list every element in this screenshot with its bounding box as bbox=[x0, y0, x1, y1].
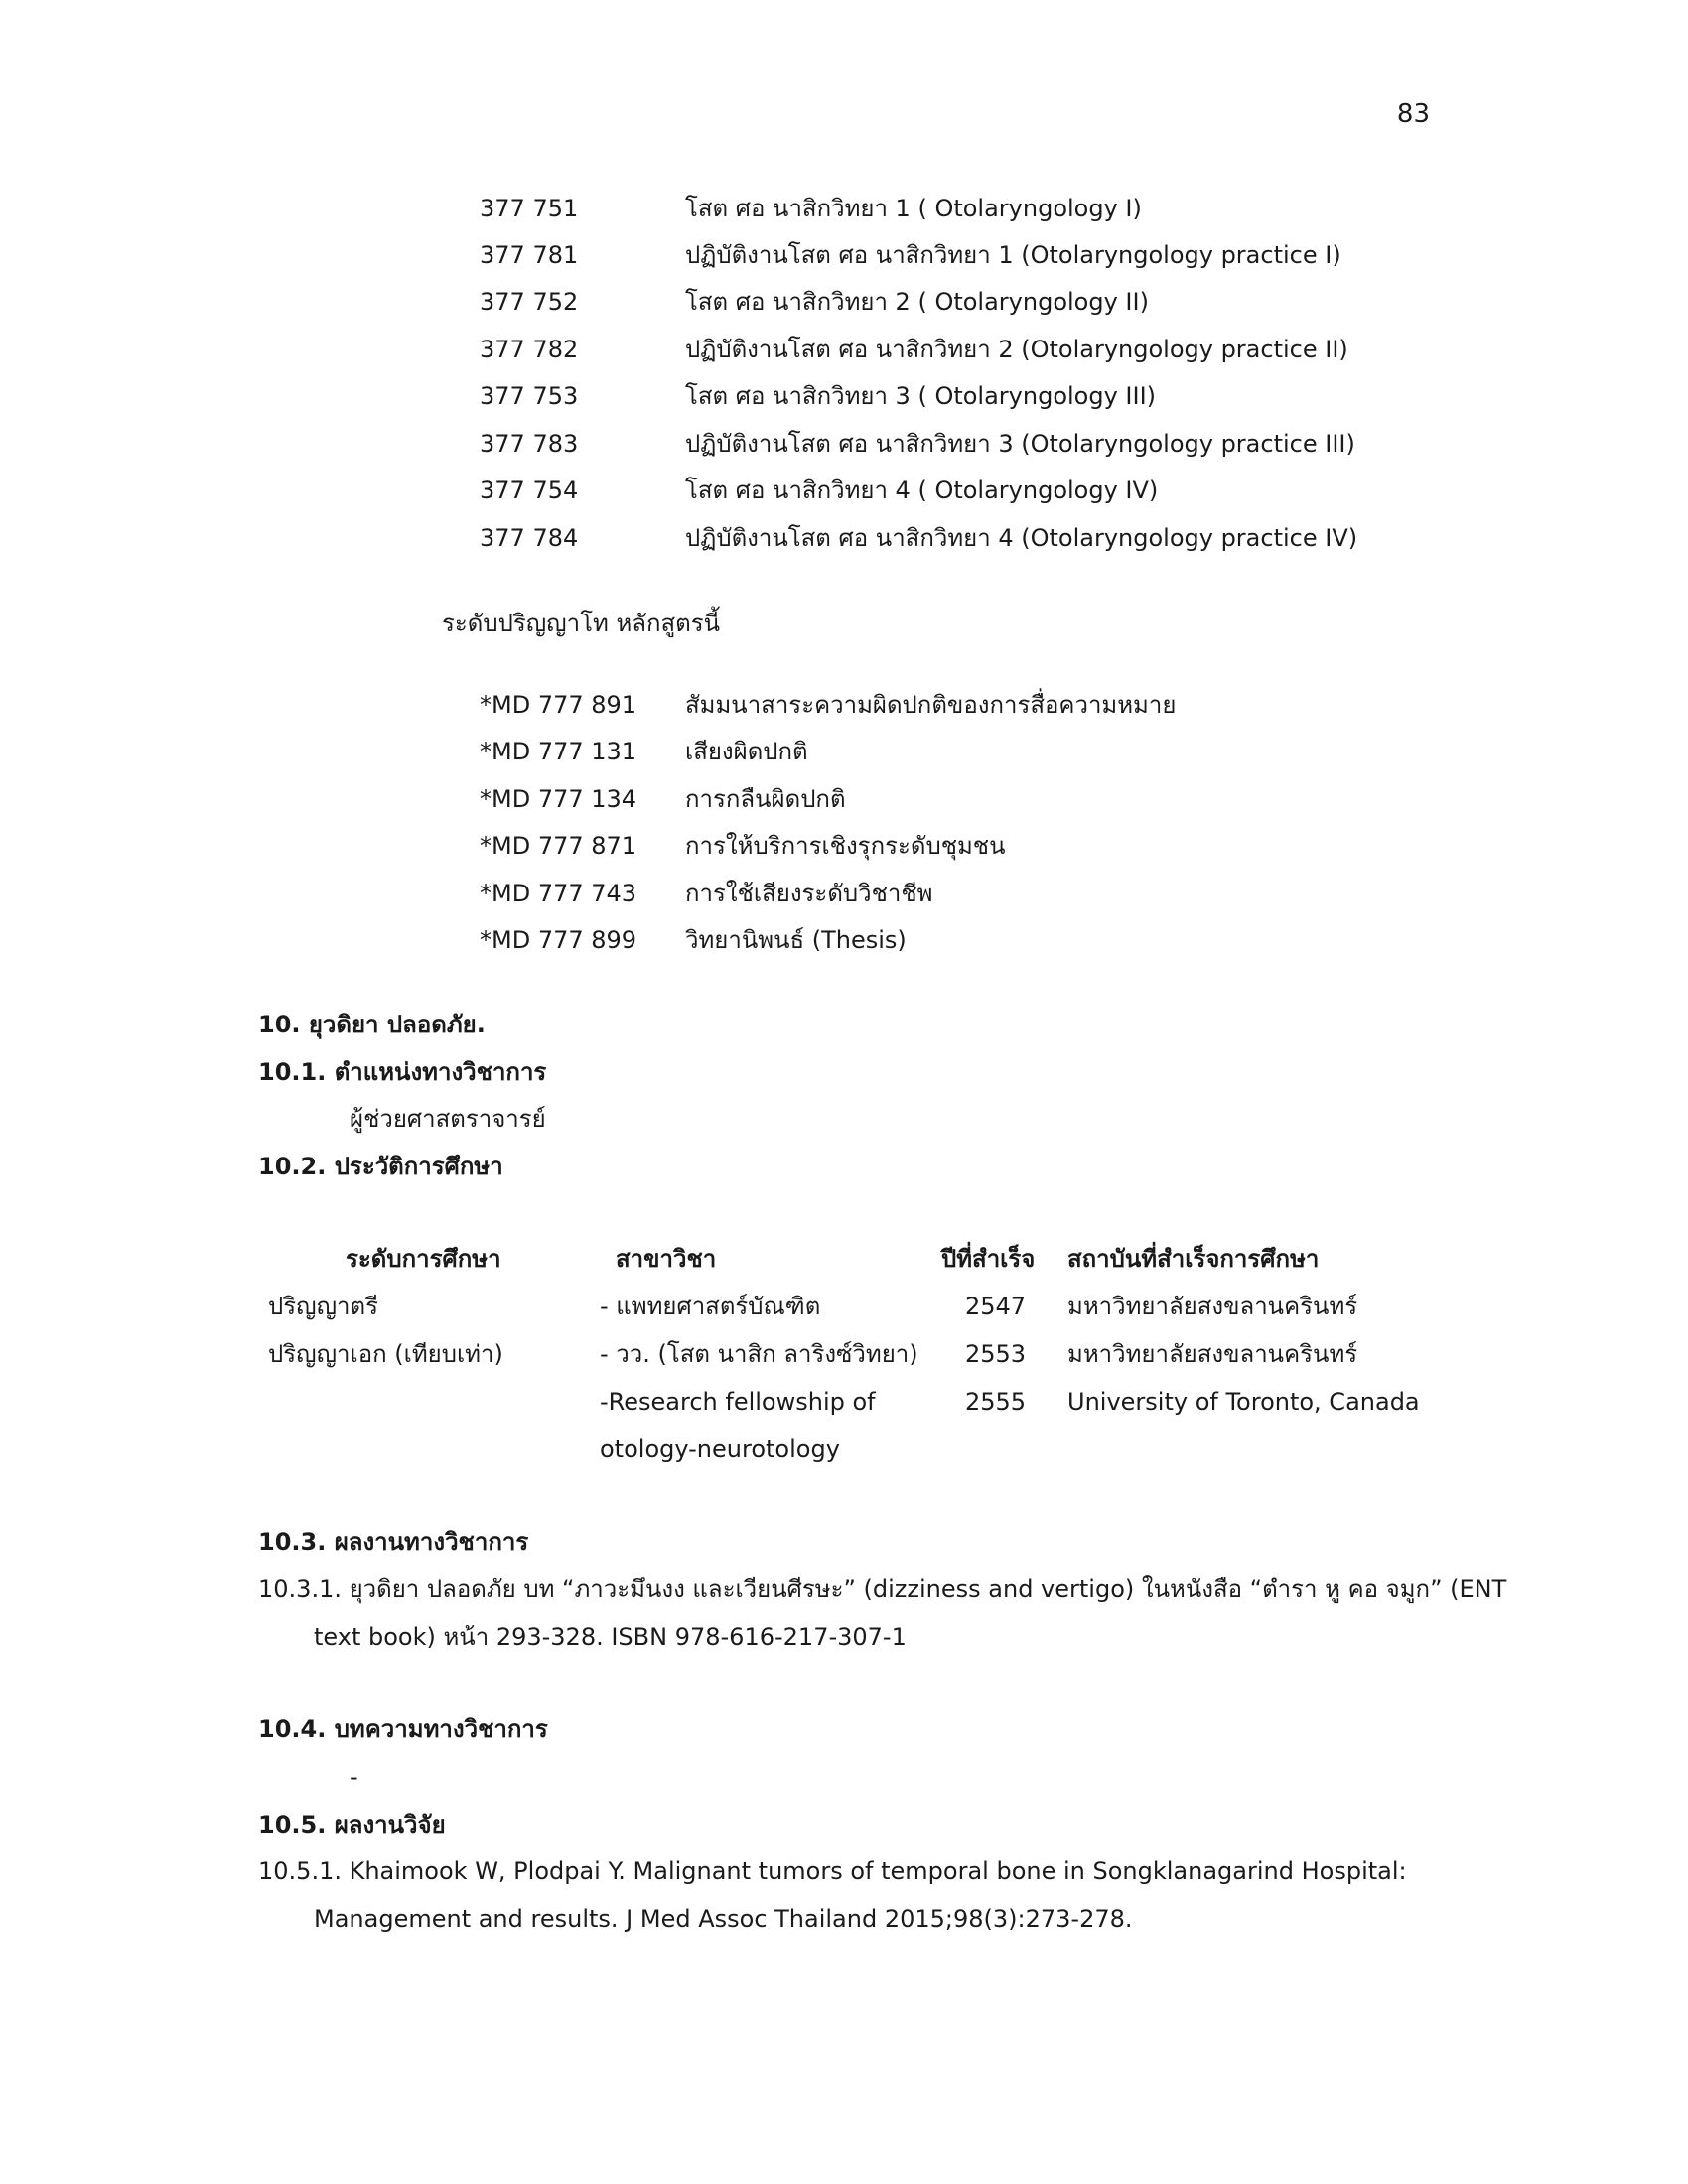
table-cell-institution: มหาวิทยาลัยสงขลานครินทร์ bbox=[1067, 1293, 1358, 1320]
research-line-2: Management and results. J Med Assoc Thailand 2015;98(3):273-278. bbox=[314, 1905, 1133, 1933]
course-title: เสียงผิดปกติ bbox=[685, 738, 808, 765]
table-header: ระดับการศึกษา bbox=[346, 1245, 501, 1273]
table-cell-level: ปริญญาเอก (เทียบเท่า) bbox=[268, 1340, 503, 1368]
course-title: โสต ศอ นาสิกวิทยา 1 ( Otolaryngology I) bbox=[685, 195, 1142, 222]
course-code: *MD 777 899 bbox=[480, 926, 637, 954]
course-title: โสต ศอ นาสิกวิทยา 2 ( Otolaryngology II) bbox=[685, 288, 1149, 316]
academic-position: ผู้ช่วยศาสตราจารย์ bbox=[350, 1105, 546, 1133]
table-cell-level: ปริญญาตรี bbox=[268, 1293, 378, 1320]
table-cell-year: 2553 bbox=[965, 1340, 1027, 1368]
course-title: ปฏิบัติงานโสต ศอ นาสิกวิทยา 3 (Otolaryngology practice III) bbox=[685, 430, 1355, 458]
table-header: ปีที่สำเร็จ bbox=[941, 1245, 1036, 1273]
course-code: *MD 777 871 bbox=[480, 832, 637, 860]
course-code: 377 751 bbox=[480, 195, 579, 222]
course-title: การกลืนผิดปกติ bbox=[685, 785, 846, 813]
course-title: การให้บริการเชิงรุกระดับชุมชน bbox=[685, 832, 1006, 860]
academic-article-value: - bbox=[350, 1763, 358, 1791]
table-header: สาขาวิชา bbox=[616, 1245, 717, 1273]
page-number: 83 bbox=[1396, 99, 1430, 129]
course-code: *MD 777 891 bbox=[480, 691, 637, 719]
course-title: การใช้เสียงระดับวิชาชีพ bbox=[685, 880, 933, 907]
table-cell-year: 2547 bbox=[965, 1293, 1027, 1320]
section-10-1-heading: 10.1. ตำแหน่งทางวิชาการ bbox=[258, 1058, 547, 1086]
section-10-3-heading: 10.3. ผลงานทางวิชาการ bbox=[258, 1528, 529, 1556]
course-code: 377 753 bbox=[480, 382, 579, 410]
table-cell-field: otology-neurotology bbox=[600, 1435, 840, 1463]
section-10-2-heading: 10.2. ประวัติการศึกษา bbox=[258, 1153, 503, 1180]
section-10-heading: 10. ยุวดิยา ปลอดภัย. bbox=[258, 1011, 486, 1038]
academic-work-line-1: 10.3.1. ยุวดิยา ปลอดภัย บท “ภาวะมึนงง และเวียนศีรษะ” (dizziness and vertigo) ในหนังสือ “ตำรา หู คอ จมูก” (ENT bbox=[258, 1575, 1507, 1603]
table-cell-field: - วว. (โสต นาสิก ลาริงซ์วิทยา) bbox=[600, 1340, 918, 1368]
course-code: 377 782 bbox=[480, 336, 579, 363]
course-title: ปฏิบัติงานโสต ศอ นาสิกวิทยา 2 (Otolaryngology practice II) bbox=[685, 336, 1348, 363]
table-cell-field: - แพทยศาสตร์บัณฑิต bbox=[600, 1293, 821, 1320]
course-code: 377 784 bbox=[480, 524, 579, 552]
research-line-1: 10.5.1. Khaimook W, Plodpai Y. Malignant tumors of temporal bone in Songklanagarind Hospital: bbox=[258, 1857, 1407, 1885]
table-cell-institution: University of Toronto, Canada bbox=[1067, 1388, 1420, 1416]
course-code: *MD 777 134 bbox=[480, 785, 637, 813]
course-code: 377 783 bbox=[480, 430, 579, 458]
course-code: 377 752 bbox=[480, 288, 579, 316]
table-cell-field: -Research fellowship of bbox=[600, 1388, 876, 1416]
course-code: 377 754 bbox=[480, 477, 579, 504]
course-code: 377 781 bbox=[480, 241, 579, 269]
course-title: ปฏิบัติงานโสต ศอ นาสิกวิทยา 4 (Otolaryngology practice IV) bbox=[685, 524, 1358, 552]
course-title: โสต ศอ นาสิกวิทยา 4 ( Otolaryngology IV) bbox=[685, 477, 1159, 504]
academic-work-line-2: text book) หน้า 293-328. ISBN 978-616-217-307-1 bbox=[314, 1623, 907, 1651]
course-title: สัมมนาสาระความผิดปกติของการสื่อความหมาย bbox=[685, 691, 1177, 719]
course-code: *MD 777 743 bbox=[480, 880, 637, 907]
section-10-5-heading: 10.5. ผลงานวิจัย bbox=[258, 1811, 446, 1839]
course-title: วิทยานิพนธ์ (Thesis) bbox=[685, 926, 907, 954]
table-cell-institution: มหาวิทยาลัยสงขลานครินทร์ bbox=[1067, 1340, 1358, 1368]
section-10-4-heading: 10.4. บทความทางวิชาการ bbox=[258, 1715, 548, 1743]
table-header: สถาบันที่สำเร็จการศึกษา bbox=[1067, 1245, 1320, 1273]
table-cell-year: 2555 bbox=[965, 1388, 1027, 1416]
course-title: โสต ศอ นาสิกวิทยา 3 ( Otolaryngology III) bbox=[685, 382, 1157, 410]
masters-heading: ระดับปริญญาโท หลักสูตรนี้ bbox=[442, 610, 721, 637]
course-code: *MD 777 131 bbox=[480, 738, 637, 765]
course-title: ปฏิบัติงานโสต ศอ นาสิกวิทยา 1 (Otolaryngology practice I) bbox=[685, 241, 1341, 269]
